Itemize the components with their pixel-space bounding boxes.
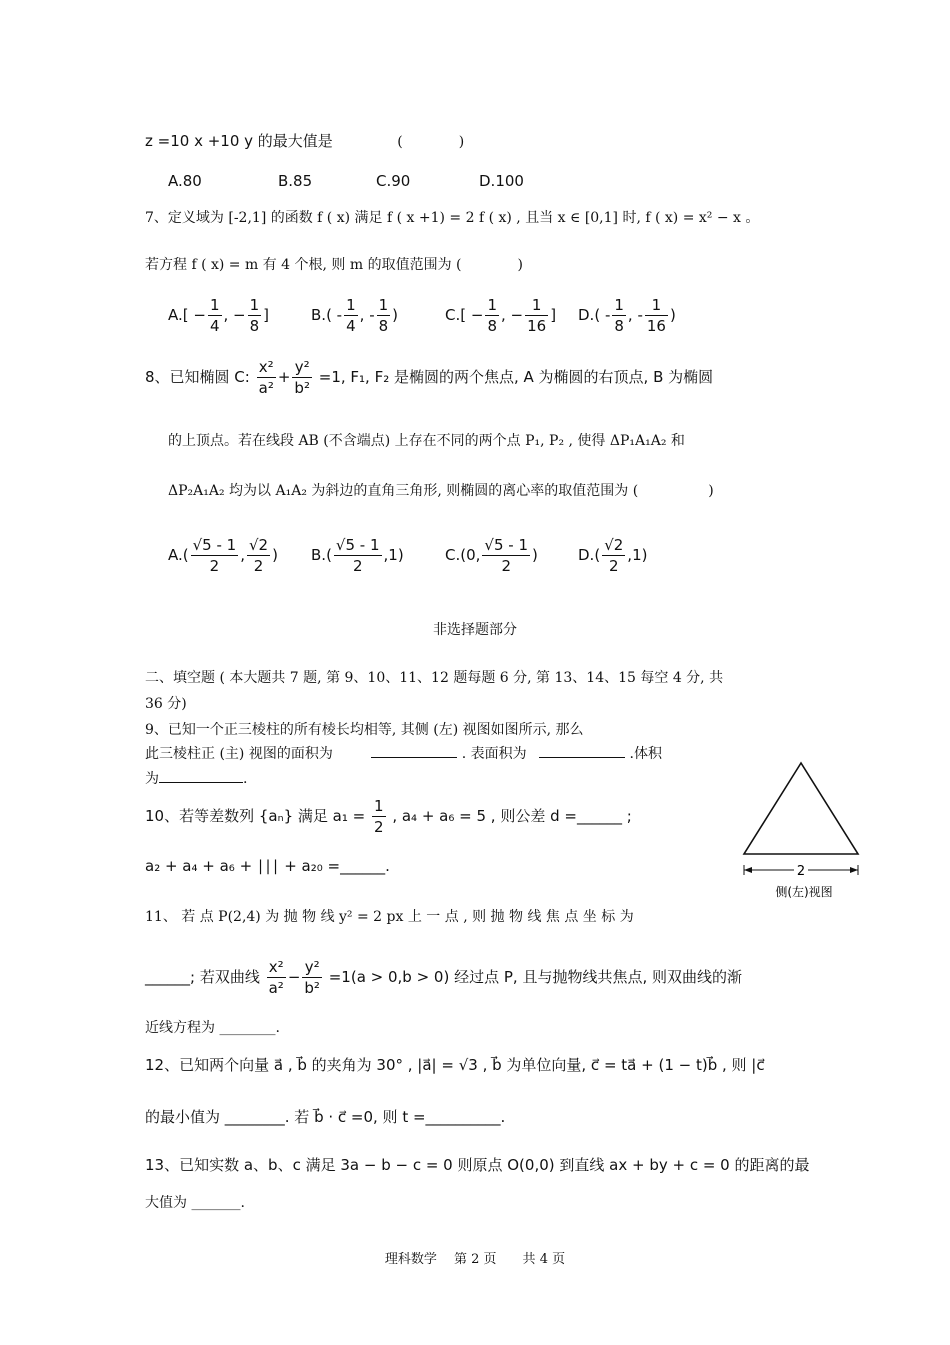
q8-line2: 的上顶点。若在线段 AB (不含端点) 上存在不同的两个点 P₁, P₂ , 使得 ΔP₁A₁A₂ 和: [168, 433, 685, 449]
page-footer: 理科数学 第 2 页 共 4 页: [384, 1252, 566, 1267]
part2-line2: 36 分): [145, 696, 187, 712]
part2-line1: 二、填空题 ( 本大题共 7 题, 第 9、10、11、12 题每题 6 分, 第 13、14、15 每空 4 分, 共: [145, 670, 724, 686]
q8-line3: ΔP₂A₁A₂ 均为以 A₁A₂ 为斜边的直角三角形, 则椭圆的离心率的取值范围为 ( ): [168, 483, 714, 499]
q9-line1: 9、已知一个正三棱柱的所有棱长均相等, 其侧 (左) 视图如图所示, 那么: [145, 722, 584, 738]
q8-pre: 8、已知椭圆 C:: [145, 368, 250, 386]
q8-option-a: A.( $\frac{√5 - 1}{2}$ , $\frac{√2}{2}$ ): [168, 536, 278, 575]
q6-option-a: A.80: [168, 172, 202, 190]
q8-line1: 8、已知椭圆 C: $\frac{\text{x²}}{\text{a²}}$ + $\frac{\text{y²}}{\text{b²}}$ =1, F₁, F₂ 是椭圆的两个焦点, A 为椭圆的右顶点, B 为椭圆: [145, 358, 714, 397]
q7-option-a: A.[ − $\frac{1}{4}$ , − $\frac{1}{8}$ ]: [168, 296, 270, 335]
q9-blank-area: [371, 743, 457, 758]
q11-line3: 近线方程为 ________.: [145, 1020, 280, 1036]
q8-option-b: B.( $\frac{√5 - 1}{2}$ ,1): [311, 536, 404, 575]
q6-paren: ( ): [397, 134, 465, 150]
q6-stem-line: [145, 131, 464, 152]
q7-options: [168, 295, 728, 340]
q6-options: [168, 171, 768, 191]
q8-option-c: C.(0, $\frac{√5 - 1}{2}$ ): [445, 536, 538, 575]
q7-option-d: D.( - $\frac{1}{8}$ , - $\frac{1}{16}$ ): [578, 296, 676, 335]
q6-option-d: D.100: [479, 172, 524, 190]
q7-line2: 若方程 f ( x) = m 有 4 个根, 则 m 的取值范围为 ( ): [145, 257, 523, 273]
q7-line1: 7、定义域为 [-2,1] 的函数 f ( x) 满足 f ( x +1) = 2 f ( x) , 且当 x ∈ [0,1] 时, f ( x) = x² − x 。: [145, 210, 760, 226]
q9-blank-volume: [159, 768, 243, 783]
q13-line2: 大值为 _______.: [145, 1195, 245, 1211]
q9-line2: 此三棱柱正 (主) 视图的面积为 . 表面积为 .体积: [145, 743, 662, 764]
q11-line2: ______; 若双曲线 $\frac{\text{x²}}{\text{a²}}$ − $\frac{\text{y²}}{\text{b²}}$ =1(a > 0,b > 0) 经过点 P, 且与抛物线共焦点, 则双曲线的渐: [145, 958, 742, 997]
q12-line1: 12、已知两个向量 a⃗ , b⃗ 的夹角为 30° , |a⃗| = √3 , b⃗ 为单位向量, c⃗ = ta⃗ + (1 − t)b⃗ , 则 |c⃗: [145, 1056, 765, 1074]
q12-line2: 的最小值为 ________. 若 b⃗ · c⃗ =0, 则 t =__________.: [145, 1108, 506, 1126]
q6-option-c: C.90: [376, 172, 411, 190]
q8-options: [168, 535, 728, 580]
q9-line3: 为 .: [145, 768, 247, 789]
figure-caption: 侧(左)视图: [775, 885, 833, 899]
q8-post: =1, F₁, F₂ 是椭圆的两个焦点, A 为椭圆的右顶点, B 为椭圆: [318, 368, 714, 386]
q7-option-c: C.[ − $\frac{1}{8}$ , − $\frac{1}{16}$ ]: [445, 296, 557, 335]
q11-line1: 11、 若 点 P(2,4) 为 抛 物 线 y² = 2 px 上 一 点 , 则 抛 物 线 焦 点 坐 标 为: [145, 909, 634, 925]
q9-blank-surface: [539, 743, 625, 758]
side-view-figure: [738, 755, 868, 905]
q7-option-b: B.( - $\frac{1}{4}$ , - $\frac{1}{8}$ ): [311, 296, 399, 335]
section-title: 非选择题部分: [433, 622, 517, 638]
q6-option-b: B.85: [278, 172, 313, 190]
q10-line1: 10、若等差数列 {aₙ} 满足 a₁ = $\frac{1}{2}$ , a₄ + a₆ = 5 , 则公差 d =______ ;: [145, 797, 632, 836]
q10-line2: a₂ + a₄ + a₆ + ∣∣∣ + a₂₀ =______.: [145, 857, 390, 875]
q13-line1: 13、已知实数 a、b、c 满足 3a − b − c = 0 则原点 O(0,0) 到直线 ax + by + c = 0 的距离的最: [145, 1156, 810, 1174]
q6-stem: z =10 x +10 y 的最大值是: [145, 132, 333, 150]
q8-option-d: D.( $\frac{√2}{2}$ ,1): [578, 536, 648, 575]
triangle-shape: [744, 763, 858, 854]
dimension-label: 2: [796, 864, 806, 879]
